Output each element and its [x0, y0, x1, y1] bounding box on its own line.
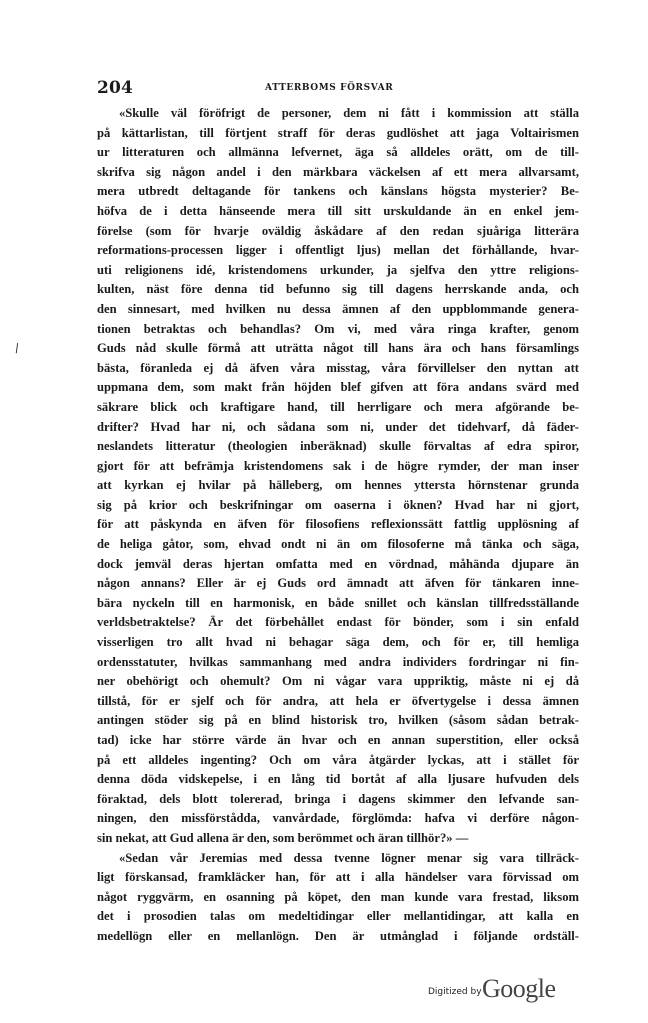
text-line: Guds nåd skulle förmå att uträtta något till hans ära och hans församlings — [97, 341, 579, 356]
text-line: mera utbredt deltagande för tankens och känslans högsta mysterier? Be- — [97, 184, 579, 199]
text-line: tad) icke har större värde än hvar och en annan superstition, eller också — [97, 733, 579, 747]
text-line: tionen betraktas och behandlas? Om vi, med våra ringa krafter, genom — [97, 321, 579, 336]
text-line: säkrare blick och kraftigare hand, till herrligare och mera afgörande be- — [97, 399, 579, 414]
text-line: det i prosodien talas om medeltidingar eller mellantidingar, att kalla en — [97, 909, 579, 924]
text-line: ordensstatuter, hvilkas sammanhang med andra individers fordringar ni fin- — [97, 654, 579, 669]
text-line: kulten, näst före denna tid befunno sig till dagens herrskande anda, och — [97, 282, 579, 297]
text-line: höfva de i detta hänseende mera till sitt urskuldande än en enkel jem- — [97, 203, 579, 218]
text-line: på ett alldeles ingenting? Och om våra åtgärder lyckas, att i stället för — [97, 752, 579, 767]
text-line: denna döda vidskepelse, i en lång tid bortåt af alla ljusare hufvuden dels — [97, 772, 579, 787]
text-line: på kättarlistan, till förtjent straff för deras gudlöshet att jaga Voltairismen — [97, 125, 579, 140]
text-line: «Sedan vår Jeremias med dessa tvenne lögner menar sig vara tillräck- — [119, 850, 579, 865]
text-line: uti religionens idé, kristendomens urkunder, ja sjelfva den yttre religions- — [97, 262, 579, 277]
text-line: visserligen tro allt hvad ni behagar säga dem, och för er, till hemliga — [97, 635, 579, 650]
text-line: antingen stöder sig på en blind historisk tro, hvilken (såsom sådan betrak- — [97, 713, 579, 728]
body-text — [97, 104, 579, 947]
digitized-by-label: Digitized by — [428, 987, 482, 997]
text-line: ligt förskansad, framkläcker han, för att i alla händelser vara förvissad om — [97, 870, 579, 885]
text-line: ur litteraturen och allmänna lefvernet, äga så alldeles orätt, om de till- — [97, 145, 579, 160]
page-header — [97, 78, 579, 100]
text-line: för att påskynda en äfven för filosofiens reflexionssätt fattlig upplösning af — [97, 517, 579, 532]
text-line: sig på krior och beskrifningar om oaserna i öknen? Hvad har ni gjort, — [97, 497, 579, 512]
text-line: bästa, föranleda ej då äfven våra misstag, våra förvillelser den nyttan att — [97, 360, 579, 375]
text-line: «Skulle väl föröfrigt de personer, dem ni fått i kommission att ställa — [119, 106, 579, 120]
margin-pencil-mark: \ — [12, 340, 22, 356]
text-line: någon annans? Eller är ej Guds ord ämnadt att äfven för tänkaren inne- — [97, 576, 579, 591]
text-line: de heliga gåtor, som, ehvad ondt ni än om filosoferne må tänka och säga, — [97, 537, 579, 552]
text-line: att kyrkan ej hvilar på hälleberg, om hennes yttersta hörnstenar grunda — [97, 478, 579, 493]
text-line: medellögn eller en mellanlögn. Den är utmånglad i följande ordställ- — [97, 928, 579, 943]
google-logo-text: Google — [482, 974, 556, 1003]
text-line: tillstå, för er sjelf och för andra, att hela er öfvertygelse i dessa ämnen — [97, 693, 579, 708]
text-line: ningen, den missförstådda, vanvårdade, förglömda: hafva vi derföre någon- — [97, 811, 579, 826]
text-line: drifter? Hvad har ni, och sådana som ni, under det tidehvarf, då fäder- — [97, 419, 579, 434]
page-number: 204 — [97, 78, 134, 98]
text-line: neslandets litteratur (theologien inberäknad) skulle förvaltas af edra spiror, — [97, 439, 579, 454]
text-line: sin nekat, att Gud allena är den, som berömmet och äran tillhör?» — — [97, 830, 469, 845]
text-line: den sinnesart, med hvilken nu dessa ämnen af den uppblommande genera- — [97, 301, 579, 316]
text-line: ner obehörigt och ohemult? Om ni vågar vara uppriktig, måste ni ej då — [97, 674, 579, 689]
text-line: reformations-processen ligger i offentligt ljus) mellan det förhållande, hvar- — [97, 243, 579, 258]
text-line: skrifva sig någon andel i den märkbara väckelsen af ett mera allvarsamt, — [97, 164, 579, 179]
text-line: uppmana dem, som makt från höjden blef gifven att föra andans svärd med — [97, 380, 579, 395]
text-line: förelse (som för hvarje oväldig åskådare af den redan sjuåriga litterära — [97, 223, 579, 238]
text-line: verldsbetraktelse? Är det förbehållet endast för bönder, som i sin enfald — [97, 615, 579, 630]
text-line: föraktad, dels blott tolererad, bringa i dagens skimmer den lefvande san- — [97, 791, 579, 806]
text-line: något ryggvärm, en osanning på köpet, den man kunde vara frestad, liksom — [97, 889, 579, 904]
text-line: bära nyckeln till en harmonisk, en både snillet och känslan tillfredsställande — [97, 595, 579, 610]
text-line: gjort för att befrämja kristendomens sak i de högre rymder, der man inser — [97, 458, 579, 473]
text-line: dock jemväl deras hjertan omfatta med en vördnad, måhända djupare än — [97, 556, 579, 571]
running-head: ATTERBOMS FÖRSVAR — [265, 83, 394, 93]
